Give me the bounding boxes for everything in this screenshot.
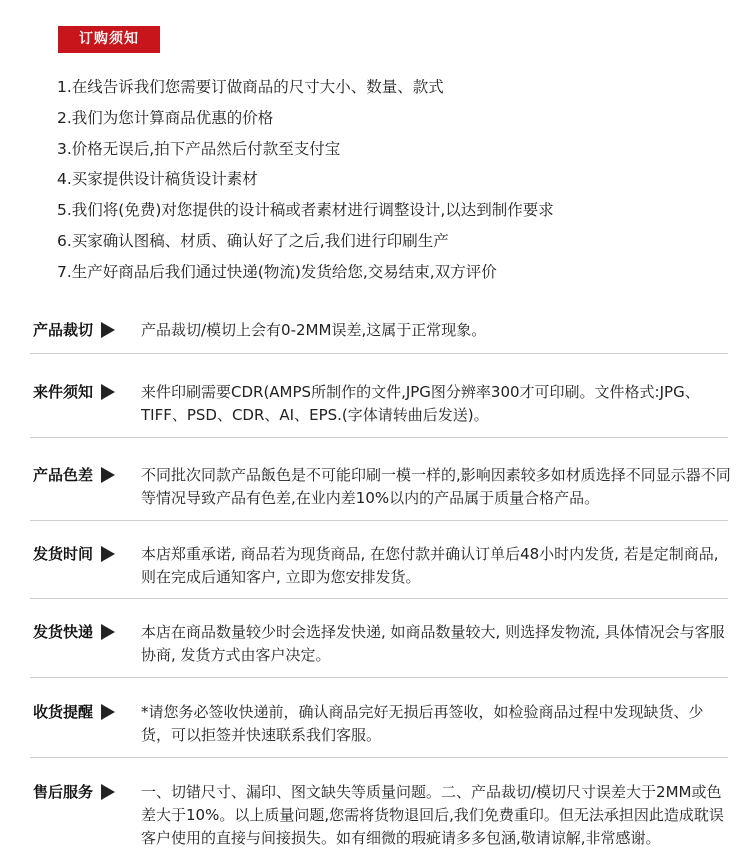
divider <box>30 437 728 438</box>
section-body: 本店郑重承诺, 商品若为现货商品, 在您付款并确认订单后48小时内发货, 若是定制商品, 则在完成后通知客户, 立即为您安排发货。 <box>141 545 719 586</box>
play-arrow-icon <box>101 467 115 483</box>
section-label: 发货快递 <box>33 623 94 641</box>
step-item: 5.我们将(免费)对您提供的设计稿或者素材进行调整设计,以达到制作要求 <box>57 201 554 220</box>
step-item: 3.价格无误后,拍下产品然后付款至支付宝 <box>57 139 341 158</box>
step-item: 2.我们为您计算商品优惠的价格 <box>57 108 274 127</box>
divider <box>30 353 728 354</box>
divider <box>30 757 728 758</box>
section-label: 来件须知 <box>33 383 94 401</box>
section-body: 来件印刷需要CDR(AMPS所制作的文件,JPG图分辨率300才可印刷。文件格式:JPG、TIFF、PSD、CDR、AI、EPS.(字体请转曲后发送)。 <box>141 383 700 424</box>
order-notice-tag: 订购须知 <box>58 26 160 53</box>
order-steps-list <box>57 76 554 292</box>
section-body: 本店在商品数量较少时会选择发快递, 如商品数量较大, 则选择发物流, 具体情况会与客服协商, 发货方式由客户决定。 <box>141 623 725 664</box>
step-item: 4.买家提供设计稿货设计素材 <box>57 170 258 189</box>
play-arrow-icon <box>101 384 115 400</box>
step-item: 6.买家确认图稿、材质、确认好了之后,我们进行印刷生产 <box>57 231 449 250</box>
section-body: 不同批次同款产品飯色是不可能印刷一模一样的,影响因素较多如材质选择不同显示器不同等情况导致产品有色差,在业内差10%以内的产品属于质量合格产品。 <box>141 466 731 507</box>
play-arrow-icon <box>101 704 115 720</box>
section-label: 产品色差 <box>33 466 94 484</box>
divider <box>30 598 728 599</box>
play-arrow-icon <box>101 546 115 562</box>
section-label: 产品裁切 <box>33 321 94 339</box>
play-arrow-icon <box>101 322 115 338</box>
divider <box>30 520 728 521</box>
divider <box>30 677 728 678</box>
play-arrow-icon <box>101 784 115 800</box>
section-label: 发货时间 <box>33 545 94 563</box>
section-label: 售后服务 <box>33 783 94 801</box>
play-arrow-icon <box>101 624 115 640</box>
section-body: 一、切错尺寸、漏印、图文缺失等质量问题。二、产品裁切/模切尺寸误差大于2MM或色差大于10%。以上质量问题,您需将货物退回后,我们免费重印。但无法承担因此造成耽误客户使用的直接与间接损失。如有细微的瑕疵请多多包涵,敬请谅解,非常感谢。 <box>141 783 724 847</box>
section-label: 收货提醒 <box>33 703 94 721</box>
section-body: *请您务必签收快递前，确认商品完好无损后再签收，如检验商品过程中发现缺货、少货，可以拒签并快速联系我们客服。 <box>141 703 704 744</box>
section-body: 产品裁切/模切上会有0-2MM误差,这属于正常现象。 <box>141 321 487 339</box>
step-item: 1.在线告诉我们您需要订做商品的尺寸大小、数量、款式 <box>57 78 444 96</box>
step-item: 7.生产好商品后我们通过快递(物流)发货给您,交易结束,双方评价 <box>57 262 497 281</box>
